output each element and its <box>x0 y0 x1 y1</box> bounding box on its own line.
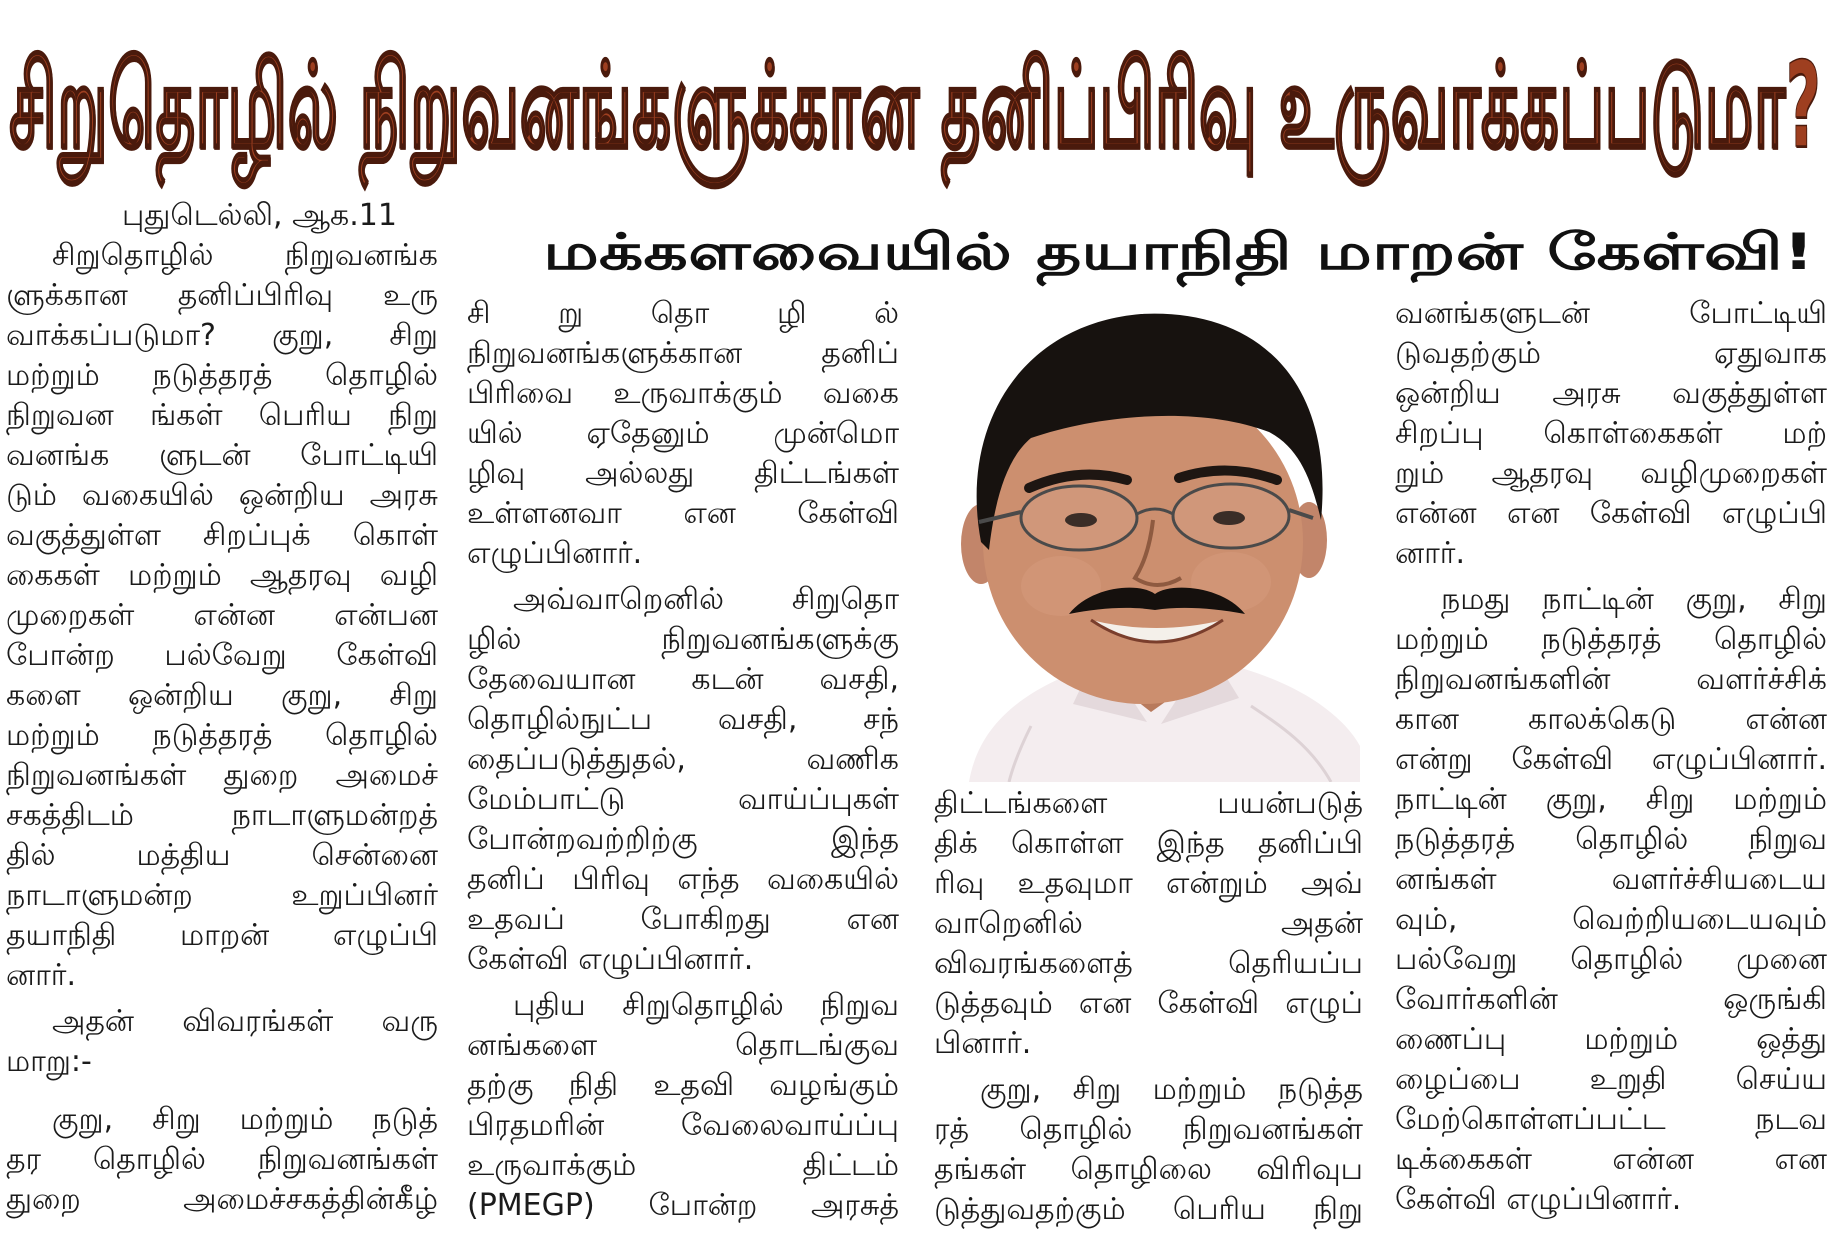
column-body <box>467 294 899 1226</box>
text-line: யில் ஏதேனும் முன்மொ <box>467 416 899 451</box>
text-line: பிரதமரின் வேலைவாய்ப்பு <box>467 1108 899 1143</box>
text-line: வனங்களுடன் போட்டியி <box>1395 296 1827 331</box>
text-line: விவரங்களைத் தெரியப்ப <box>934 946 1363 981</box>
text-line: பிரிவை உருவாக்கும் வகை <box>467 376 899 411</box>
text-line: சி று தொ ழி ல் <box>467 296 899 331</box>
text-line: உருவாக்கும் திட்டம் <box>467 1148 899 1183</box>
text-line: (PMEGP) போன்ற அரசுத் <box>467 1188 899 1223</box>
text-line: உதவப் போகிறது என <box>467 902 899 937</box>
dateline: புதுடெல்லி, ஆக.11 <box>122 198 397 233</box>
column-body <box>6 236 438 1220</box>
text-line: குறு, சிறு மற்றும் நடுத் <box>52 1102 438 1137</box>
text-line: ரிவு உதவுமா என்றும் அவ் <box>934 866 1363 901</box>
text-line: புதிய சிறுதொழில் நிறுவ <box>513 988 899 1023</box>
text-line: நாடாளுமன்ற உறுப்பினர் <box>6 878 438 913</box>
text-line: சிறப்பு கொள்கைகள் மற் <box>1395 416 1827 451</box>
text-line: றும் ஆதரவு வழிமுறைகள் <box>1395 456 1827 491</box>
column-body <box>1395 294 1827 1220</box>
text-line: டுத்தவும் என கேள்வி எழுப் <box>934 986 1363 1021</box>
text-line: தங்கள் தொழிலை விரிவுப <box>934 1152 1363 1187</box>
text-line: கைகள் மற்றும் ஆதரவு வழி <box>6 558 438 593</box>
text-line: எழுப்பினார். <box>467 536 643 571</box>
text-line: நமது நாட்டின் குறு, சிறு <box>1441 582 1827 617</box>
subheadline-text: மக்களவையில் தயாநிதி மாறன் கேள்வி! <box>543 223 1815 281</box>
text-line: மற்றும் நடுத்தரத் தொழில் <box>1395 622 1827 657</box>
text-line: ணைப்பு மற்றும் ஒத்து <box>1395 1022 1827 1057</box>
text-line: மற்றும் நடுத்தரத் தொழில் <box>6 718 438 753</box>
paragraph <box>1395 580 1827 1220</box>
text-line: பினார். <box>934 1026 1032 1061</box>
text-line: போன்ற பல்வேறு கேள்வி <box>6 638 438 673</box>
paragraph <box>467 580 899 980</box>
article-column-1 <box>6 196 438 1220</box>
paragraph <box>1395 294 1827 574</box>
portrait-photo <box>951 306 1360 782</box>
text-line: தயாநிதி மாறன் எழுப்பி <box>6 918 438 953</box>
text-line: வும், வெற்றியடையவும் <box>1395 902 1827 937</box>
article-column-3 <box>934 784 1363 1230</box>
text-line: டுவதற்கும் ஏதுவாக <box>1395 336 1827 371</box>
text-line: நாட்டின் குறு, சிறு மற்றும் <box>1395 782 1827 817</box>
text-line: முறைகள் என்ன என்பன <box>6 598 438 633</box>
text-line: பல்வேறு தொழில் முனை <box>1395 942 1827 977</box>
text-line: கேள்வி எழுப்பினார். <box>1395 1182 1682 1217</box>
text-line: மேம்பாட்டு வாய்ப்புகள் <box>467 782 899 817</box>
text-line: னங்கள் வளர்ச்சியடைய <box>1395 862 1827 897</box>
text-line: ஒன்றிய அரசு வகுத்துள்ள <box>1395 376 1827 411</box>
text-line: ழில் நிறுவனங்களுக்கு <box>467 622 899 657</box>
text-line: ளுக்கான தனிப்பிரிவு உரு <box>6 278 438 313</box>
text-line: தற்கு நிதி உதவி வழங்கும் <box>467 1068 899 1103</box>
article-column-2 <box>467 294 899 1226</box>
article-column-4 <box>1395 294 1827 1220</box>
text-line: திட்டங்களை பயன்படுத் <box>934 786 1363 821</box>
text-line: குறு, சிறு மற்றும் நடுத்த <box>980 1072 1363 1107</box>
text-line: நடுத்தரத் தொழில் நிறுவ <box>1395 822 1827 857</box>
text-line: நிறுவன ங்கள் பெரிய நிறு <box>6 398 438 433</box>
text-line: நிறுவனங்கள் துறை அமைச் <box>6 758 438 793</box>
column-body <box>934 784 1363 1230</box>
text-line: வனங்க ளுடன் போட்டியி <box>6 438 438 473</box>
text-line: தைப்படுத்துதல், வணிக <box>467 742 899 777</box>
text-line: மாறு:- <box>6 1044 92 1079</box>
headline-text: சிறுதொழில் நிறுவனங்களுக்கான தனிப்பிரிவு உருவாக்கப்படுமா? <box>9 36 1821 174</box>
text-line: சகத்திடம் நாடாளுமன்றத் <box>6 798 438 833</box>
text-line: டும் வகையில் ஒன்றிய அரசு <box>6 478 438 513</box>
text-line: டிக்கைகள் என்ன என <box>1395 1142 1827 1177</box>
text-line: னார். <box>6 958 76 993</box>
paragraph <box>934 1070 1363 1230</box>
text-line: போன்றவற்றிற்கு இந்த <box>467 822 899 857</box>
text-line: தேவையான கடன் வசதி, <box>467 662 899 697</box>
text-line: திக் கொள்ள இந்த தனிப்பி <box>934 826 1363 861</box>
text-line: கேள்வி எழுப்பினார். <box>467 942 754 977</box>
text-line: நிறுவனங்களுக்கான தனிப் <box>467 336 899 371</box>
text-line: டுத்துவதற்கும் பெரிய நிறு <box>934 1192 1363 1227</box>
text-line: கான காலக்கெடு என்ன <box>1395 702 1827 737</box>
paragraph <box>6 236 438 996</box>
paragraph <box>6 1100 438 1220</box>
text-line: வாக்கப்படுமா? குறு, சிறு <box>6 318 438 353</box>
text-line: உள்ளனவா என கேள்வி <box>467 496 899 531</box>
text-line: என்ன என கேள்வி எழுப்பி <box>1395 496 1827 531</box>
text-line: ழிவு அல்லது திட்டங்கள் <box>467 456 899 491</box>
text-line: தொழில்நுட்ப வசதி, சந் <box>467 702 899 737</box>
text-line: தில் மத்திய சென்னை <box>6 838 438 873</box>
text-line: தர தொழில் நிறுவனங்கள் <box>6 1142 438 1177</box>
text-line: ரத் தொழில் நிறுவனங்கள் <box>934 1112 1363 1147</box>
paragraph <box>6 1002 438 1082</box>
text-line: மேற்கொள்ளப்பட்ட நடவ <box>1395 1102 1827 1137</box>
text-line: ழைப்பை உறுதி செய்ய <box>1395 1062 1827 1097</box>
text-line: சிறுதொழில் நிறுவனங்க <box>52 238 438 273</box>
text-line: னார். <box>1395 536 1465 571</box>
portrait-image <box>951 306 1360 782</box>
paragraph <box>934 784 1363 1064</box>
headline <box>9 30 1821 180</box>
text-line: மற்றும் நடுத்தரத் தொழில் <box>6 358 438 393</box>
text-line: னங்களை தொடங்குவ <box>467 1028 899 1063</box>
text-line: வோர்களின் ஒருங்கி <box>1395 982 1827 1017</box>
text-line: தனிப் பிரிவு எந்த வகையில் <box>467 862 899 897</box>
text-line: அவ்வாறெனில் சிறுதொ <box>513 582 899 617</box>
text-line: வாறெனில் அதன் <box>934 906 1363 941</box>
text-line: துறை அமைச்சகத்தின்கீழ் <box>6 1182 438 1217</box>
text-line: அதன் விவரங்கள் வரு <box>52 1004 438 1039</box>
subheadline <box>543 222 1815 282</box>
text-line: நிறுவனங்களின் வளர்ச்சிக் <box>1395 662 1827 697</box>
text-line: களை ஒன்றிய குறு, சிறு <box>6 678 438 713</box>
text-line: வகுத்துள்ள சிறப்புக் கொள் <box>6 518 438 553</box>
paragraph <box>467 294 899 574</box>
text-line: என்று கேள்வி எழுப்பினார். <box>1395 742 1827 777</box>
paragraph <box>467 986 899 1226</box>
